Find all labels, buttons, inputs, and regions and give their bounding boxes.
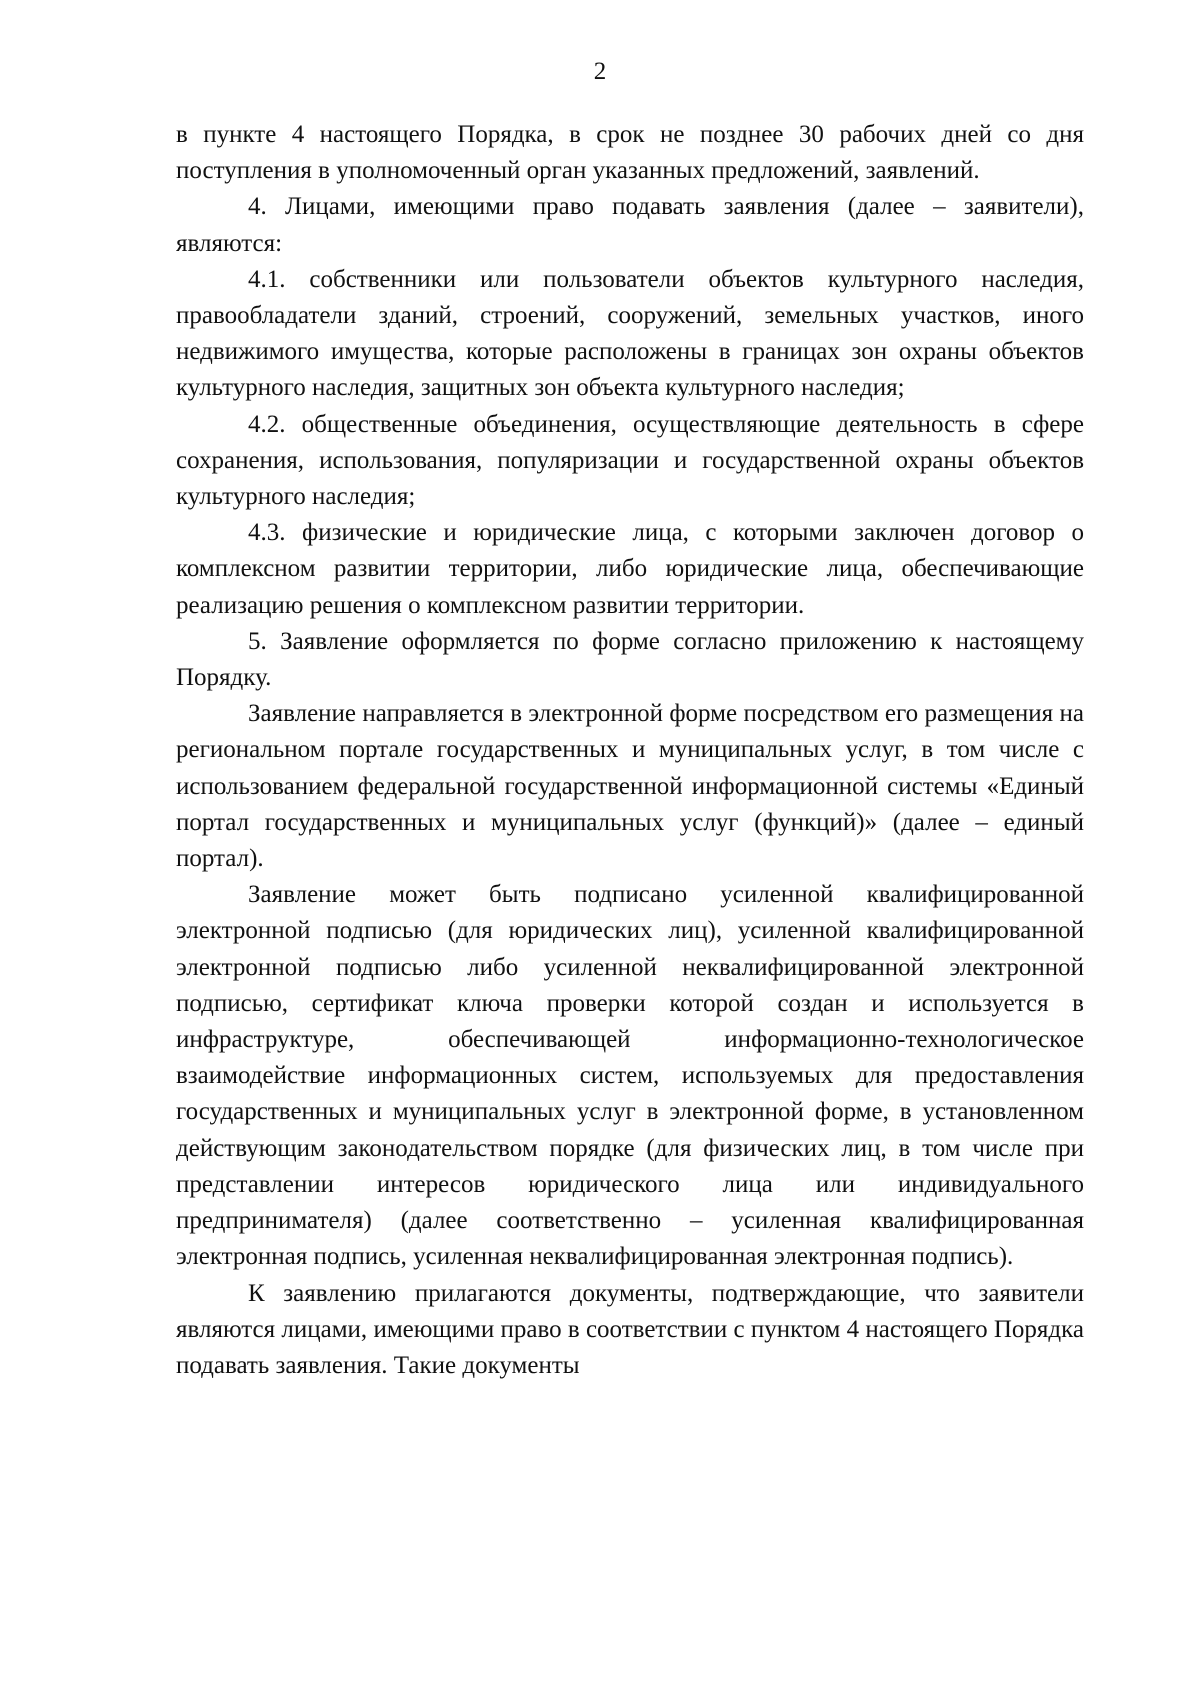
page-number: 2 — [593, 58, 607, 85]
paragraph-continuation: в пункте 4 настоящего Порядка, в срок не позднее 30 рабочих дней со дня поступления в уполномоченный орган указанных предложений, заявлений. — [176, 121, 1084, 185]
paragraph-electronic-signature: Заявление может быть подписано усиленной квалифицированной электронной подписью (для юридических лиц), усиленной квалифицированной электронной подписью либо усиленной неквалифицированной электронной подписью, сертификат ключа проверки которой создан и используется в инфраструктуре, обеспечивающей информационно-технологическое взаимодействие информационных систем, используемых для предоставления государственных и муниципальных услуг в электронной форме, в установленном действующим законодательством порядке (для физических лиц, в том числе при представлении интересов юридического лица или индивидуального предпринимателя) (далее соответственно – усиленная квалифицированная электронная подпись, усиленная неквалифицированная электронная подпись). — [176, 881, 1084, 1271]
paragraph-item-4: 4. Лицами, имеющими право подавать заявления (далее – заявители), являются: — [176, 193, 1084, 257]
document-body — [176, 117, 1084, 1384]
paragraph-item-4-1: 4.1. собственники или пользователи объектов культурного наследия, правообладатели зданий, строений, сооружений, земельных участков, иного недвижимого имущества, которые расположены в границах зон охраны объектов культурного наследия, защитных зон объекта культурного наследия; — [176, 265, 1084, 402]
paragraph-submission-method: Заявление направляется в электронной форме посредством его размещения на региональном портале государственных и муниципальных услуг, в том числе с использованием федеральной государственной информационной системы «Единый портал государственных и муниципальных услуг (функций)» (далее – единый портал). — [176, 700, 1084, 873]
paragraph-item-5: 5. Заявление оформляется по форме согласно приложению к настоящему Порядку. — [176, 627, 1084, 692]
paragraph-attached-documents: К заявлению прилагаются документы, подтверждающие, что заявители являются лицами, имеющими право в соответствии с пунктом 4 настоящего Порядка подавать заявления. Такие документы — [176, 1279, 1084, 1379]
paragraph-item-4-3: 4.3. физические и юридические лица, с которыми заключен договор о комплексном развитии территории, либо юридические лица, обеспечивающие реализацию решения о комплексном развитии территории. — [176, 519, 1084, 619]
paragraph-item-4-2: 4.2. общественные объединения, осуществляющие деятельность в сфере сохранения, использования, популяризации и государственной охраны объектов культурного наследия; — [176, 410, 1084, 511]
